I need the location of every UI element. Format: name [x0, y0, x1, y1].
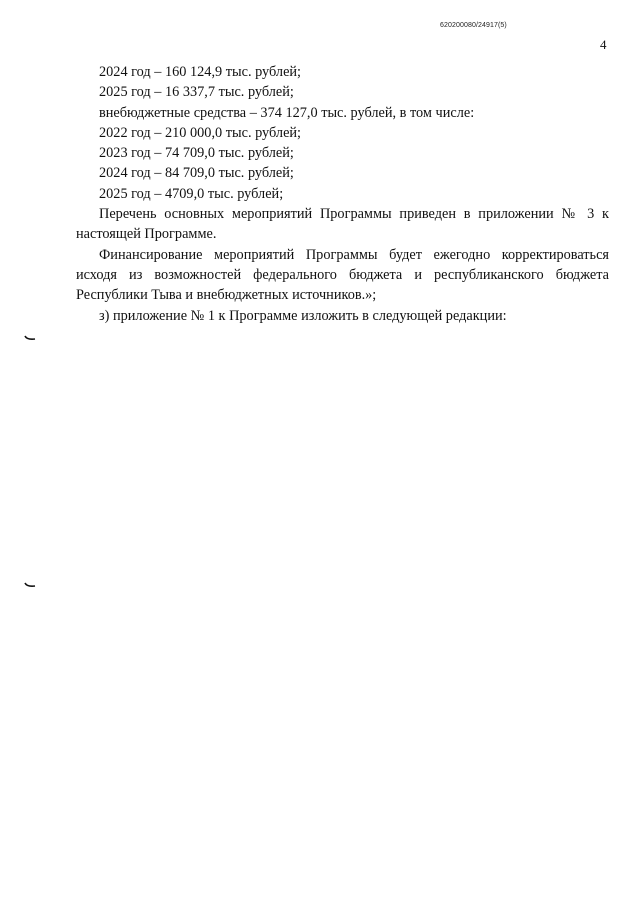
- punch-hole-mark-bottom: [24, 582, 36, 588]
- text-line: 2024 год – 84 709,0 тыс. рублей;: [99, 165, 294, 182]
- text-line: внебюджетные средства – 374 127,0 тыс. рублей, в том числе:: [99, 104, 475, 121]
- punch-hole-mark-top: [24, 335, 36, 341]
- text-line: 2024 год – 160 124,9 тыс. рублей;: [99, 64, 302, 80]
- document-body: [76, 62, 609, 326]
- paragraph: Финансирование мероприятий Программы будет ежегодно корректироваться исходя из возможностей федерального бюджета и республиканского бюджета Республики Тыва и внебюджетных источников.»;: [76, 246, 609, 304]
- paragraph: Перечень основных мероприятий Программы приведен в приложении № 3 к настоящей Программе.: [76, 206, 609, 243]
- page-number: 4: [600, 37, 607, 52]
- text-line: 2022 год – 210 000,0 тыс. рублей;: [99, 124, 302, 141]
- text-line: 2023 год – 74 709,0 тыс. рублей;: [99, 145, 294, 162]
- text-line: 2025 год – 4709,0 тыс. рублей;: [99, 185, 284, 202]
- paragraph: з) приложение № 1 к Программе изложить в следующей редакции:: [99, 307, 507, 324]
- text-line: 2025 год – 16 337,7 тыс. рублей;: [99, 84, 294, 101]
- document-id: 620200080/24917(5): [440, 22, 507, 29]
